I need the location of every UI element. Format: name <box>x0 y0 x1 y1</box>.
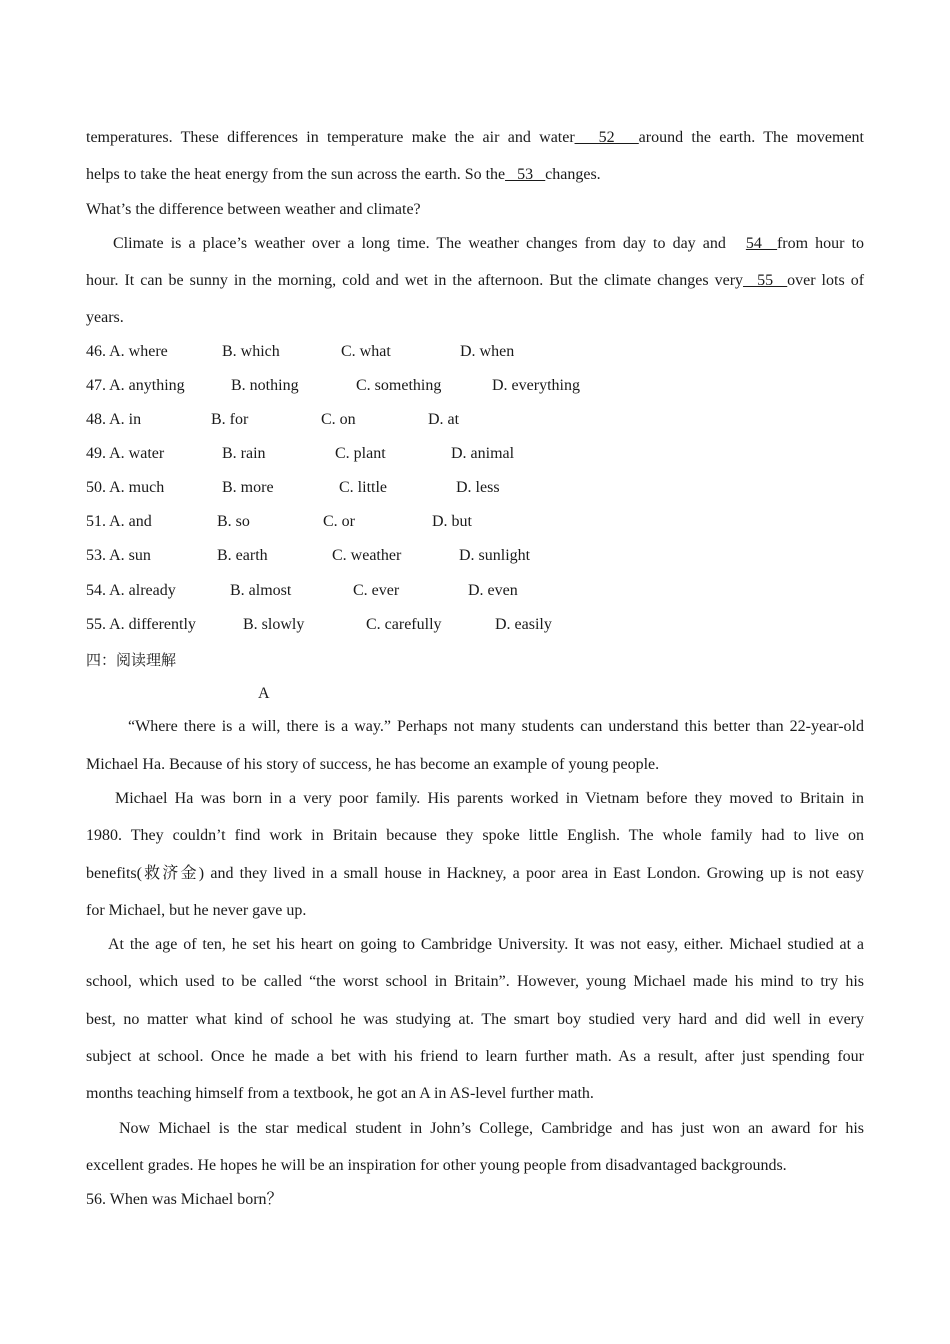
reading-line: Michael Ha was born in a very poor family. His parents worked in Vietnam before they moved to Britain in <box>115 790 864 807</box>
option-c: C. on <box>321 411 356 428</box>
reading-line: subject at school. Once he made a bet with his friend to learn further math. As a result, after just spending four <box>86 1048 864 1065</box>
passage-label: A <box>258 685 270 702</box>
blank-54: 54 _ <box>745 235 777 252</box>
option-b: B. earth <box>217 547 268 564</box>
reading-line: Michael Ha. Because of his story of success, he has become an example of young people. <box>86 756 660 773</box>
blank-52: ___52___ <box>574 129 639 146</box>
option-d: D. less <box>456 479 500 496</box>
question-row <box>86 616 864 636</box>
option-d: D. everything <box>492 377 580 394</box>
option-b: B. slowly <box>243 616 305 633</box>
option-a: 54. A. already <box>86 582 176 599</box>
option-a: 48. A. in <box>86 411 142 428</box>
option-b: B. rain <box>222 445 266 462</box>
option-c: C. plant <box>335 445 386 462</box>
passage-line: temperatures. These differences in temperature make the air and water___52___around the earth. The movement <box>86 129 864 146</box>
question-row <box>86 513 864 533</box>
passage-line: years. <box>86 309 124 326</box>
option-b: B. nothing <box>231 377 299 394</box>
option-c: C. what <box>341 343 391 360</box>
option-c: C. something <box>356 377 442 394</box>
option-b: B. more <box>222 479 274 496</box>
reading-line: “Where there is a will, there is a way.” Perhaps not many students can understand this better than 22-year-old <box>128 718 864 735</box>
option-a: 53. A. sun <box>86 547 151 564</box>
question-56: 56. When was Michael born？ <box>86 1191 283 1208</box>
reading-line: months teaching himself from a textbook, he got an A in AS-level further math. <box>86 1085 594 1102</box>
question-row <box>86 411 864 431</box>
reading-line: best, no matter what kind of school he was studying at. The smart boy studied very hard and did well in every <box>86 1011 864 1028</box>
option-d: D. sunlight <box>459 547 531 564</box>
reading-line: benefits(救济金) and they lived in a small house in Hackney, a poor area in East London. Growing up is not easy <box>86 865 864 882</box>
option-d: D. even <box>468 582 518 599</box>
option-a: 46. A. where <box>86 343 168 360</box>
option-c: C. ever <box>353 582 400 599</box>
option-b: B. for <box>211 411 249 428</box>
reading-line: school, which used to be called “the worst school in Britain”. However, young Michael made his mind to try his <box>86 973 864 990</box>
passage-line: Climate is a place’s weather over a long time. The weather changes from day to day and 54 _from hour to <box>113 235 865 252</box>
question-row <box>86 582 864 602</box>
option-c: C. weather <box>332 547 402 564</box>
question-row <box>86 445 864 465</box>
reading-line: for Michael, but he never gave up. <box>86 902 307 919</box>
option-a: 47. A. anything <box>86 377 185 394</box>
blank-55: _ 55 _ <box>743 272 788 289</box>
question-row <box>86 377 864 397</box>
reading-line: 1980. They couldn’t find work in Britain because they spoke little English. The whole family had to live on <box>86 827 864 844</box>
option-c: C. carefully <box>366 616 442 633</box>
passage-heading: What’s the difference between weather and climate? <box>86 201 421 218</box>
option-b: B. almost <box>230 582 292 599</box>
option-d: D. at <box>428 411 460 428</box>
question-row <box>86 343 864 363</box>
option-d: D. when <box>460 343 515 360</box>
option-a: 49. A. water <box>86 445 165 462</box>
question-row <box>86 479 864 499</box>
option-d: D. easily <box>495 616 552 633</box>
option-a: 51. A. and <box>86 513 152 530</box>
passage-line: helps to take the heat energy from the sun across the earth. So the_ 53 _changes. <box>86 166 601 183</box>
section-title: 四：阅读理解 <box>86 651 177 669</box>
option-b: B. which <box>222 343 280 360</box>
reading-line: excellent grades. He hopes he will be an inspiration for other young people from disadvantaged backgrounds. <box>86 1157 787 1174</box>
option-d: D. animal <box>451 445 515 462</box>
option-b: B. so <box>217 513 250 530</box>
passage-line: hour. It can be sunny in the morning, cold and wet in the afternoon. But the climate changes very_ 55 _over lots of <box>86 272 865 289</box>
option-c: C. or <box>323 513 355 530</box>
reading-line: At the age of ten, he set his heart on going to Cambridge University. It was not easy, either. Michael studied at a <box>108 936 864 953</box>
blank-53: _ 53 _ <box>505 166 546 183</box>
question-row <box>86 547 864 567</box>
option-c: C. little <box>339 479 387 496</box>
option-a: 50. A. much <box>86 479 165 496</box>
option-d: D. but <box>432 513 472 530</box>
reading-line: Now Michael is the star medical student in John’s College, Cambridge and has just won an award for his <box>119 1120 864 1137</box>
option-a: 55. A. differently <box>86 616 196 633</box>
